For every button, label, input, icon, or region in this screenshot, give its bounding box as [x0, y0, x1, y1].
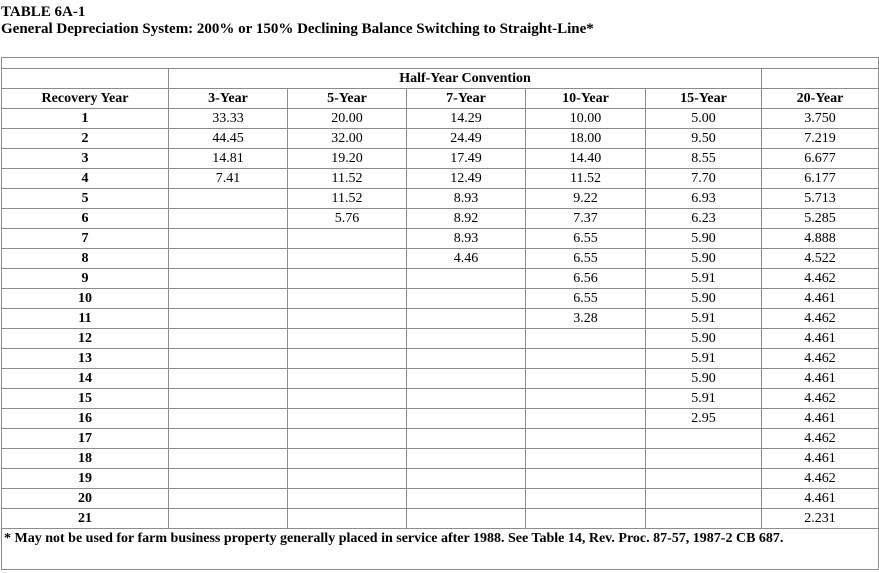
rate-cell — [407, 329, 526, 349]
rate-cell: 18.00 — [526, 129, 646, 149]
rate-cell: 24.49 — [407, 129, 526, 149]
rate-cell: 19.20 — [288, 149, 407, 169]
rate-cell: 32.00 — [288, 129, 407, 149]
rate-cell — [288, 429, 407, 449]
rate-cell — [169, 349, 288, 369]
recovery-year-cell: 15 — [2, 389, 169, 409]
table-row — [2, 349, 879, 369]
rate-cell: 20.00 — [288, 109, 407, 129]
table-row — [2, 389, 879, 409]
recovery-year-cell: 4 — [2, 169, 169, 189]
table-row — [2, 469, 879, 489]
table-row — [2, 269, 879, 289]
table-row — [2, 329, 879, 349]
rate-cell — [407, 509, 526, 529]
recovery-year-cell: 10 — [2, 289, 169, 309]
rate-cell — [526, 349, 646, 369]
rate-cell: 4.462 — [762, 309, 879, 329]
table-row — [2, 429, 879, 449]
column-header: 3-Year — [169, 89, 288, 109]
rate-cell — [526, 329, 646, 349]
rate-cell — [407, 369, 526, 389]
rate-cell: 7.70 — [646, 169, 762, 189]
rate-cell — [407, 469, 526, 489]
group-header: Half-Year Convention — [169, 69, 762, 89]
rate-cell — [288, 329, 407, 349]
rate-cell — [646, 449, 762, 469]
spacer-row — [2, 58, 879, 69]
rate-cell: 44.45 — [169, 129, 288, 149]
rate-cell: 5.90 — [646, 329, 762, 349]
recovery-year-cell: 13 — [2, 349, 169, 369]
rate-cell — [169, 429, 288, 449]
table-row — [2, 409, 879, 429]
rate-cell: 6.55 — [526, 289, 646, 309]
table-row — [2, 209, 879, 229]
recovery-year-cell: 14 — [2, 369, 169, 389]
rate-cell: 9.22 — [526, 189, 646, 209]
rate-cell: 10.00 — [526, 109, 646, 129]
rate-cell — [526, 449, 646, 469]
rate-cell: 5.91 — [646, 309, 762, 329]
table-id: TABLE 6A-1 — [1, 4, 86, 20]
rate-cell: 7.37 — [526, 209, 646, 229]
rate-cell: 8.93 — [407, 189, 526, 209]
column-header: 10-Year — [526, 89, 646, 109]
rate-cell: 4.461 — [762, 409, 879, 429]
rate-cell: 4.462 — [762, 349, 879, 369]
recovery-year-cell: 19 — [2, 469, 169, 489]
rate-cell: 4.461 — [762, 289, 879, 309]
rate-cell — [407, 309, 526, 329]
rate-cell: 5.90 — [646, 229, 762, 249]
rate-cell: 17.49 — [407, 149, 526, 169]
column-header: 20-Year — [762, 89, 879, 109]
rate-cell: 5.91 — [646, 269, 762, 289]
rate-cell — [288, 449, 407, 469]
rate-cell — [407, 269, 526, 289]
table-row — [2, 169, 879, 189]
table-row — [2, 229, 879, 249]
rate-cell — [288, 489, 407, 509]
footnote-row — [2, 529, 879, 570]
rate-cell — [288, 409, 407, 429]
rate-cell: 9.50 — [646, 129, 762, 149]
rate-cell: 8.55 — [646, 149, 762, 169]
rate-cell: 5.91 — [646, 349, 762, 369]
rate-cell — [288, 229, 407, 249]
rate-cell: 11.52 — [288, 189, 407, 209]
rate-cell: 5.91 — [646, 389, 762, 409]
rate-cell — [288, 369, 407, 389]
rate-cell: 8.92 — [407, 209, 526, 229]
table-row — [2, 149, 879, 169]
table-title: General Depreciation System: 200% or 150% Declining Balance Switching to Straight-Line* — [1, 21, 594, 37]
rate-cell: 5.90 — [646, 289, 762, 309]
recovery-year-cell: 17 — [2, 429, 169, 449]
rate-cell: 3.28 — [526, 309, 646, 329]
recovery-year-cell: 1 — [2, 109, 169, 129]
rate-cell: 6.55 — [526, 249, 646, 269]
rate-cell: 14.29 — [407, 109, 526, 129]
rate-cell — [407, 449, 526, 469]
rate-cell — [526, 389, 646, 409]
rate-cell: 6.56 — [526, 269, 646, 289]
rate-cell: 6.677 — [762, 149, 879, 169]
rate-cell — [646, 489, 762, 509]
rate-cell — [169, 229, 288, 249]
recovery-year-cell: 18 — [2, 449, 169, 469]
rate-cell — [526, 489, 646, 509]
rate-cell — [407, 349, 526, 369]
column-header: Recovery Year — [2, 89, 169, 109]
rate-cell: 4.461 — [762, 329, 879, 349]
rate-cell — [169, 369, 288, 389]
rate-cell — [169, 249, 288, 269]
recovery-year-cell: 16 — [2, 409, 169, 429]
rate-cell: 6.23 — [646, 209, 762, 229]
rate-cell — [288, 389, 407, 409]
rate-cell — [646, 429, 762, 449]
column-header: 5-Year — [288, 89, 407, 109]
rate-cell: 33.33 — [169, 109, 288, 129]
rate-cell — [407, 409, 526, 429]
rate-cell: 8.93 — [407, 229, 526, 249]
rate-cell — [169, 309, 288, 329]
rate-cell: 6.93 — [646, 189, 762, 209]
column-header: 15-Year — [646, 89, 762, 109]
rate-cell: 11.52 — [526, 169, 646, 189]
recovery-year-cell: 3 — [2, 149, 169, 169]
rate-cell: 4.461 — [762, 369, 879, 389]
rate-cell — [526, 509, 646, 529]
group-header-blank-cell — [2, 69, 169, 89]
rate-cell: 2.231 — [762, 509, 879, 529]
group-header-row — [2, 69, 879, 89]
rate-cell: 5.90 — [646, 249, 762, 269]
table-row — [2, 249, 879, 269]
recovery-year-cell: 12 — [2, 329, 169, 349]
rate-cell — [169, 269, 288, 289]
rate-cell: 4.462 — [762, 269, 879, 289]
table-row — [2, 129, 879, 149]
rate-cell — [288, 349, 407, 369]
rate-cell: 4.461 — [762, 489, 879, 509]
rate-cell: 3.750 — [762, 109, 879, 129]
table-row — [2, 369, 879, 389]
table-row — [2, 289, 879, 309]
spacer-cell — [2, 58, 879, 69]
rate-cell — [407, 429, 526, 449]
rate-cell: 5.00 — [646, 109, 762, 129]
rate-cell — [288, 469, 407, 489]
table-row — [2, 449, 879, 469]
rate-cell: 4.462 — [762, 469, 879, 489]
recovery-year-cell: 20 — [2, 489, 169, 509]
rate-cell: 4.462 — [762, 429, 879, 449]
rate-cell — [169, 329, 288, 349]
rate-cell — [169, 469, 288, 489]
rate-cell — [169, 509, 288, 529]
rate-cell: 5.90 — [646, 369, 762, 389]
rate-cell: 5.285 — [762, 209, 879, 229]
rate-cell — [526, 469, 646, 489]
rate-cell: 4.462 — [762, 389, 879, 409]
rate-cell — [407, 489, 526, 509]
rate-cell — [169, 209, 288, 229]
rate-cell — [646, 509, 762, 529]
rate-cell — [169, 289, 288, 309]
recovery-year-cell: 7 — [2, 229, 169, 249]
table-row — [2, 489, 879, 509]
table-row — [2, 509, 879, 529]
rate-cell — [169, 389, 288, 409]
recovery-year-cell: 9 — [2, 269, 169, 289]
rate-cell: 6.55 — [526, 229, 646, 249]
rate-cell — [169, 489, 288, 509]
rate-cell — [526, 409, 646, 429]
rate-cell: 4.46 — [407, 249, 526, 269]
rate-cell: 5.713 — [762, 189, 879, 209]
column-header-row — [2, 89, 879, 109]
rate-cell — [169, 449, 288, 469]
rate-cell — [288, 509, 407, 529]
recovery-year-cell: 8 — [2, 249, 169, 269]
rate-cell — [288, 249, 407, 269]
rate-cell — [288, 309, 407, 329]
rate-cell: 12.49 — [407, 169, 526, 189]
recovery-year-cell: 2 — [2, 129, 169, 149]
rate-cell — [526, 429, 646, 449]
rate-cell: 14.81 — [169, 149, 288, 169]
rate-cell: 4.522 — [762, 249, 879, 269]
table-row — [2, 309, 879, 329]
table-row — [2, 189, 879, 209]
rate-cell: 14.40 — [526, 149, 646, 169]
table-caption — [1, 4, 594, 38]
rate-cell: 2.95 — [646, 409, 762, 429]
rate-cell — [288, 289, 407, 309]
rate-cell: 5.76 — [288, 209, 407, 229]
rate-cell: 7.219 — [762, 129, 879, 149]
recovery-year-cell: 21 — [2, 509, 169, 529]
column-header: 7-Year — [407, 89, 526, 109]
rate-cell — [407, 289, 526, 309]
recovery-year-cell: 11 — [2, 309, 169, 329]
rate-cell: 7.41 — [169, 169, 288, 189]
rate-cell — [407, 389, 526, 409]
rate-cell: 4.461 — [762, 449, 879, 469]
recovery-year-cell: 6 — [2, 209, 169, 229]
rate-cell: 6.177 — [762, 169, 879, 189]
footnote: * May not be used for farm business property generally placed in service after 1988. See Table 14, Rev. Proc. 87-57, 1987-2 CB 687. — [2, 529, 879, 570]
rate-cell — [169, 409, 288, 429]
group-header-blank-cell — [762, 69, 879, 89]
rate-cell — [646, 469, 762, 489]
rate-cell — [288, 269, 407, 289]
rate-cell: 4.888 — [762, 229, 879, 249]
recovery-year-cell: 5 — [2, 189, 169, 209]
table-row — [2, 109, 879, 129]
rate-cell — [169, 189, 288, 209]
depreciation-table — [1, 57, 879, 570]
rate-cell: 11.52 — [288, 169, 407, 189]
rate-cell — [526, 369, 646, 389]
